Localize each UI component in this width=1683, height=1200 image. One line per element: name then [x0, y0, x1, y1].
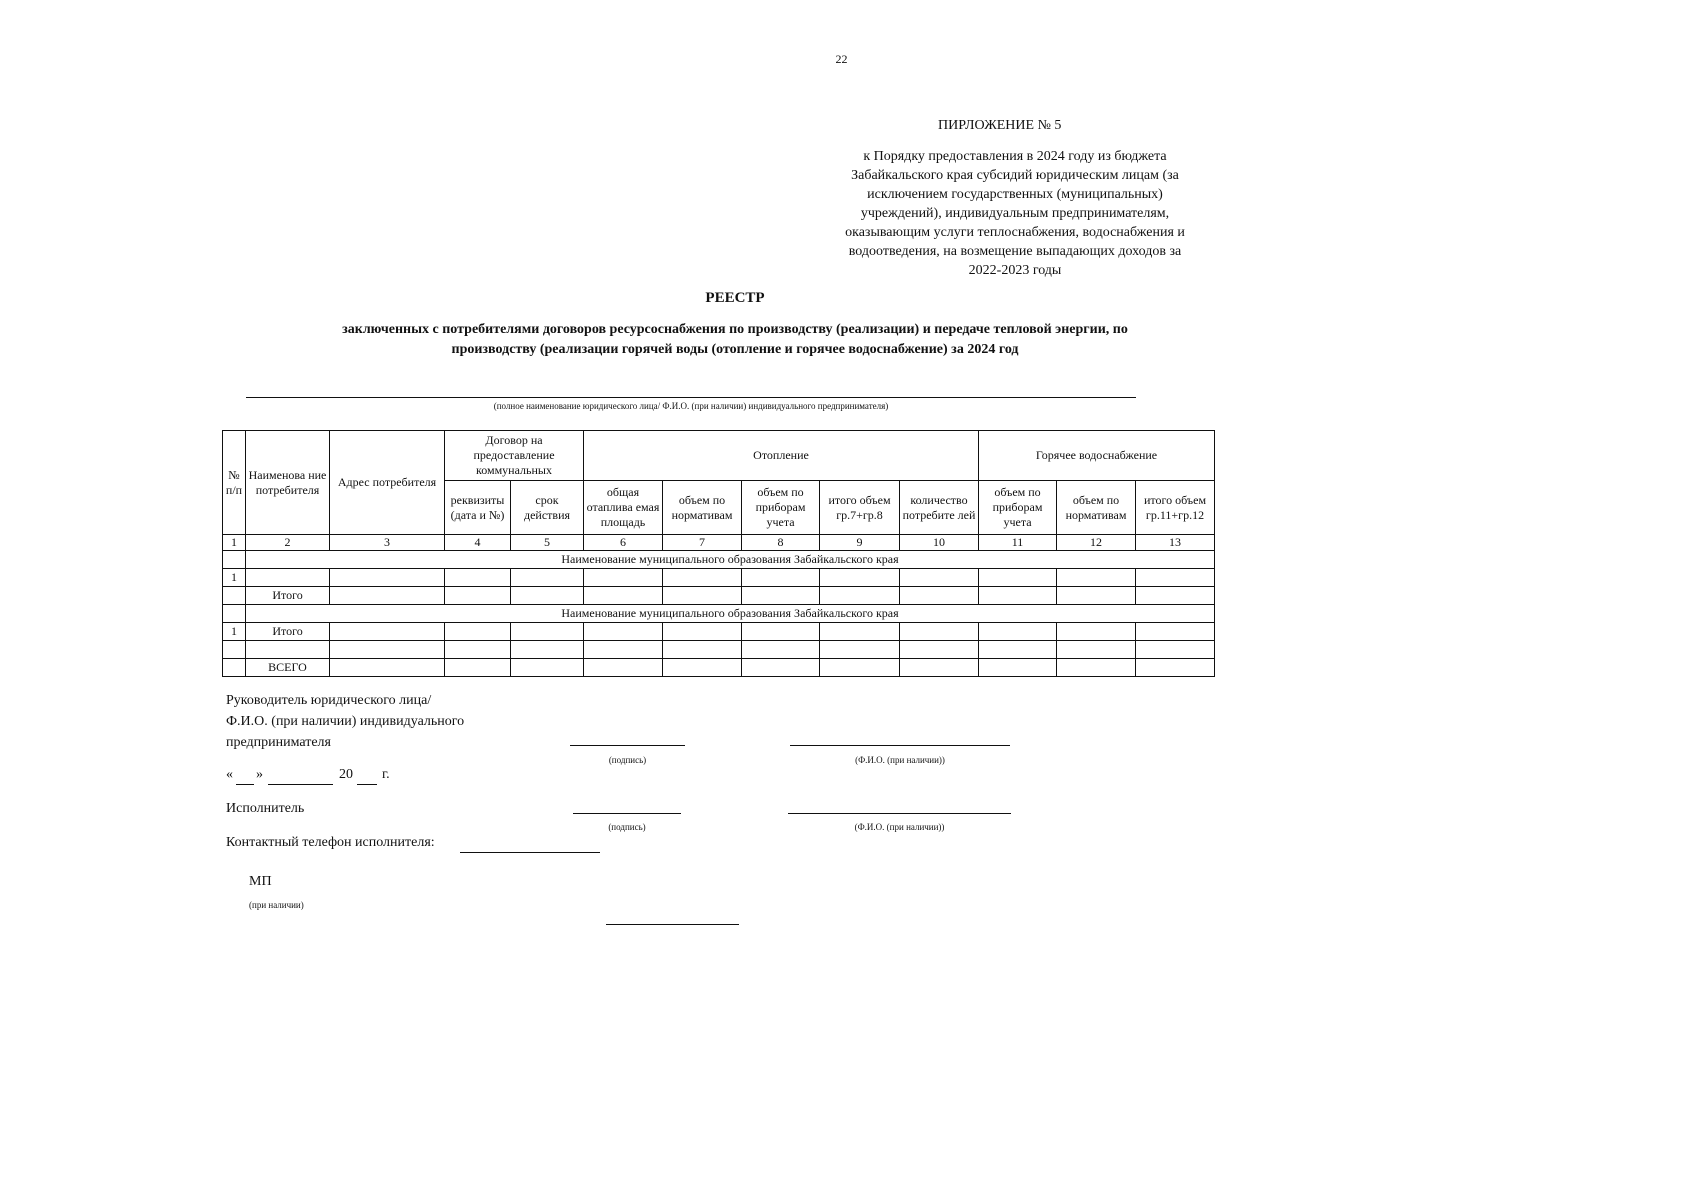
column-number: 5	[511, 535, 584, 551]
table-cell[interactable]	[246, 641, 330, 659]
table-cell[interactable]	[1136, 623, 1215, 641]
table-cell	[223, 605, 246, 623]
table-cell[interactable]	[330, 659, 445, 677]
table-cell[interactable]	[979, 623, 1057, 641]
table-cell[interactable]	[1057, 587, 1136, 605]
header-consumer-count: количество потребите лей	[900, 481, 979, 535]
table-cell[interactable]	[1057, 623, 1136, 641]
row-number: 1	[223, 569, 246, 587]
head-signature-line[interactable]	[570, 745, 685, 746]
grand-total-label: ВСЕГО	[246, 659, 330, 677]
table-cell[interactable]	[584, 587, 663, 605]
table-cell[interactable]	[979, 641, 1057, 659]
column-number: 11	[979, 535, 1057, 551]
header-contract: Договор на предоставление коммунальных	[445, 431, 584, 481]
head-signatory-line: Руководитель юридического лица/	[226, 693, 432, 708]
subtotal-row	[223, 623, 1215, 641]
table-cell[interactable]	[1057, 659, 1136, 677]
head-signature-hint: (подпись)	[608, 755, 647, 765]
table-cell[interactable]	[742, 659, 820, 677]
stamp-hint: (при наличии)	[249, 900, 304, 910]
table-row	[223, 569, 1215, 587]
header-consumer-name: Наименова ние потребителя	[246, 431, 330, 535]
annex-line: Забайкальского края субсидий юридическим лицам (за	[851, 168, 1179, 183]
table-cell[interactable]	[979, 659, 1057, 677]
table-cell[interactable]	[1057, 569, 1136, 587]
table-cell[interactable]	[820, 641, 900, 659]
table-cell[interactable]	[511, 641, 584, 659]
annex-line: учреждений), индивидуальным предпринимателям,	[860, 206, 1170, 221]
annex-text	[820, 147, 1210, 280]
table-cell[interactable]	[445, 569, 511, 587]
executor-signature-line[interactable]	[573, 813, 681, 814]
annex-line: водоотведения, на возмещение выпадающих доходов за	[848, 244, 1182, 259]
table-cell[interactable]	[979, 569, 1057, 587]
table-cell[interactable]	[1136, 569, 1215, 587]
header-water-total: итого объем гр.11+гр.12	[1136, 481, 1215, 535]
table-cell	[223, 551, 246, 569]
register-subtitle-line: заключенных с потребителями договоров ресурсоснабжения по производству (реализации) и передаче тепловой энергии, по	[342, 322, 1128, 337]
table-cell[interactable]	[742, 587, 820, 605]
table-cell[interactable]	[900, 659, 979, 677]
table-cell[interactable]	[445, 587, 511, 605]
column-number: 8	[742, 535, 820, 551]
table-cell[interactable]	[900, 623, 979, 641]
table-cell[interactable]	[900, 641, 979, 659]
table-cell	[223, 587, 246, 605]
register-subtitle	[240, 320, 1230, 360]
table-cell[interactable]	[663, 641, 742, 659]
table-cell[interactable]	[663, 659, 742, 677]
register-table	[222, 430, 1215, 677]
register-subtitle-line: производству (реализации горячей воды (отопление и горячее водоснабжение) за 2024 год	[451, 342, 1019, 357]
table-cell[interactable]	[584, 623, 663, 641]
column-number: 10	[900, 535, 979, 551]
table-cell[interactable]	[900, 569, 979, 587]
header-hot-water: Горячее водоснабжение	[979, 431, 1215, 481]
table-cell[interactable]	[246, 569, 330, 587]
table-cell[interactable]	[742, 569, 820, 587]
table-cell[interactable]	[1136, 641, 1215, 659]
executor-label: Исполнитель	[226, 801, 305, 816]
column-number: 4	[445, 535, 511, 551]
table-cell[interactable]	[1136, 659, 1215, 677]
executor-fio-hint: (Ф.И.О. (при наличии))	[854, 822, 945, 832]
head-signatory-line: Ф.И.О. (при наличии) индивидуального	[226, 714, 465, 729]
header-water-meter-volume: объем по приборам учета	[979, 481, 1057, 535]
phone-line[interactable]	[460, 852, 600, 853]
table-cell[interactable]	[445, 623, 511, 641]
table-cell[interactable]	[330, 569, 445, 587]
date-year-suffix: г.	[382, 767, 390, 782]
page-number: 22	[835, 52, 848, 66]
header-heating-meter-volume: объем по приборам учета	[742, 481, 820, 535]
organization-name-line[interactable]	[246, 397, 1136, 398]
column-number: 1	[223, 535, 246, 551]
table-row	[223, 641, 1215, 659]
column-number-row	[223, 535, 1215, 551]
section-label: Наименование муниципального образования Забайкальского края	[246, 551, 1215, 569]
column-number: 12	[1057, 535, 1136, 551]
grand-total-row	[223, 659, 1215, 677]
header-water-norm-volume: объем по нормативам	[1057, 481, 1136, 535]
table-cell[interactable]	[742, 641, 820, 659]
annex-line: исключением государственных (муниципальных)	[867, 187, 1163, 202]
table-cell[interactable]	[820, 569, 900, 587]
table-cell[interactable]	[900, 587, 979, 605]
table-cell[interactable]	[663, 587, 742, 605]
head-signatory-line: предпринимателя	[226, 735, 331, 750]
date-year-line[interactable]	[357, 784, 377, 785]
column-number: 13	[1136, 535, 1215, 551]
table-cell	[223, 641, 246, 659]
header-num: № п/п	[223, 431, 246, 535]
annex-line: к Порядку предоставления в 2024 году из бюджета	[863, 149, 1167, 164]
executor-signature-hint: (подпись)	[608, 822, 646, 832]
bottom-line	[606, 924, 739, 925]
header-heating: Отопление	[584, 431, 979, 481]
date-day-line[interactable]	[236, 784, 254, 785]
head-fio-line[interactable]	[790, 745, 1010, 746]
table-cell[interactable]	[820, 623, 900, 641]
table-cell[interactable]	[584, 659, 663, 677]
annex-line: оказывающим услуги теплоснабжения, водоснабжения и	[845, 225, 1185, 240]
date-year-prefix: 20	[339, 767, 353, 782]
header-term: срок действия	[511, 481, 584, 535]
header-requisites: реквизиты (дата и №)	[445, 481, 511, 535]
date-open-quote: «	[226, 767, 233, 782]
head-signatory-label	[226, 690, 464, 753]
row-number: 1	[223, 623, 246, 641]
register-title: РЕЕСТР	[705, 290, 765, 306]
column-number: 6	[584, 535, 663, 551]
header-heating-norm-volume: объем по нормативам	[663, 481, 742, 535]
date-month-line[interactable]	[268, 784, 333, 785]
column-number: 3	[330, 535, 445, 551]
phone-label: Контактный телефон исполнителя:	[226, 835, 435, 850]
table-cell[interactable]	[742, 623, 820, 641]
header-heated-area: общая отаплива емая площадь	[584, 481, 663, 535]
table-cell[interactable]	[820, 587, 900, 605]
table-cell[interactable]	[663, 623, 742, 641]
table-cell[interactable]	[330, 623, 445, 641]
table-cell[interactable]	[511, 659, 584, 677]
table-cell[interactable]	[1136, 587, 1215, 605]
header-address: Адрес потребителя	[330, 431, 445, 535]
annex-title: ПИРЛОЖЕНИЕ № 5	[938, 118, 1062, 133]
stamp-label: МП	[249, 874, 272, 889]
organization-name-hint: (полное наименование юридического лица/ Ф.И.О. (при наличии) индивидуального предпринимателя)	[493, 401, 889, 411]
table-cell	[223, 659, 246, 677]
table-cell[interactable]	[330, 641, 445, 659]
section-row	[223, 605, 1215, 623]
head-fio-hint: (Ф.И.О. (при наличии))	[855, 755, 945, 765]
table-cell[interactable]	[663, 569, 742, 587]
table-cell[interactable]	[1057, 641, 1136, 659]
table-cell[interactable]	[445, 641, 511, 659]
date-close-quote: »	[256, 767, 263, 782]
table-cell[interactable]	[584, 569, 663, 587]
column-number: 2	[246, 535, 330, 551]
subtotal-label: Итого	[246, 587, 330, 605]
table-cell[interactable]	[979, 587, 1057, 605]
section-label: Наименование муниципального образования Забайкальского края	[246, 605, 1215, 623]
executor-fio-line[interactable]	[788, 813, 1011, 814]
table-cell[interactable]	[445, 659, 511, 677]
table-cell[interactable]	[511, 587, 584, 605]
table-cell[interactable]	[584, 641, 663, 659]
table-cell[interactable]	[820, 659, 900, 677]
header-heating-total: итого объем гр.7+гр.8	[820, 481, 900, 535]
column-number: 7	[663, 535, 742, 551]
section-row	[223, 551, 1215, 569]
column-number: 9	[820, 535, 900, 551]
subtotal-label: Итого	[246, 623, 330, 641]
annex-line: 2022-2023 годы	[968, 263, 1062, 278]
table-cell[interactable]	[511, 569, 584, 587]
subtotal-row	[223, 587, 1215, 605]
table-cell[interactable]	[511, 623, 584, 641]
table-cell[interactable]	[330, 587, 445, 605]
